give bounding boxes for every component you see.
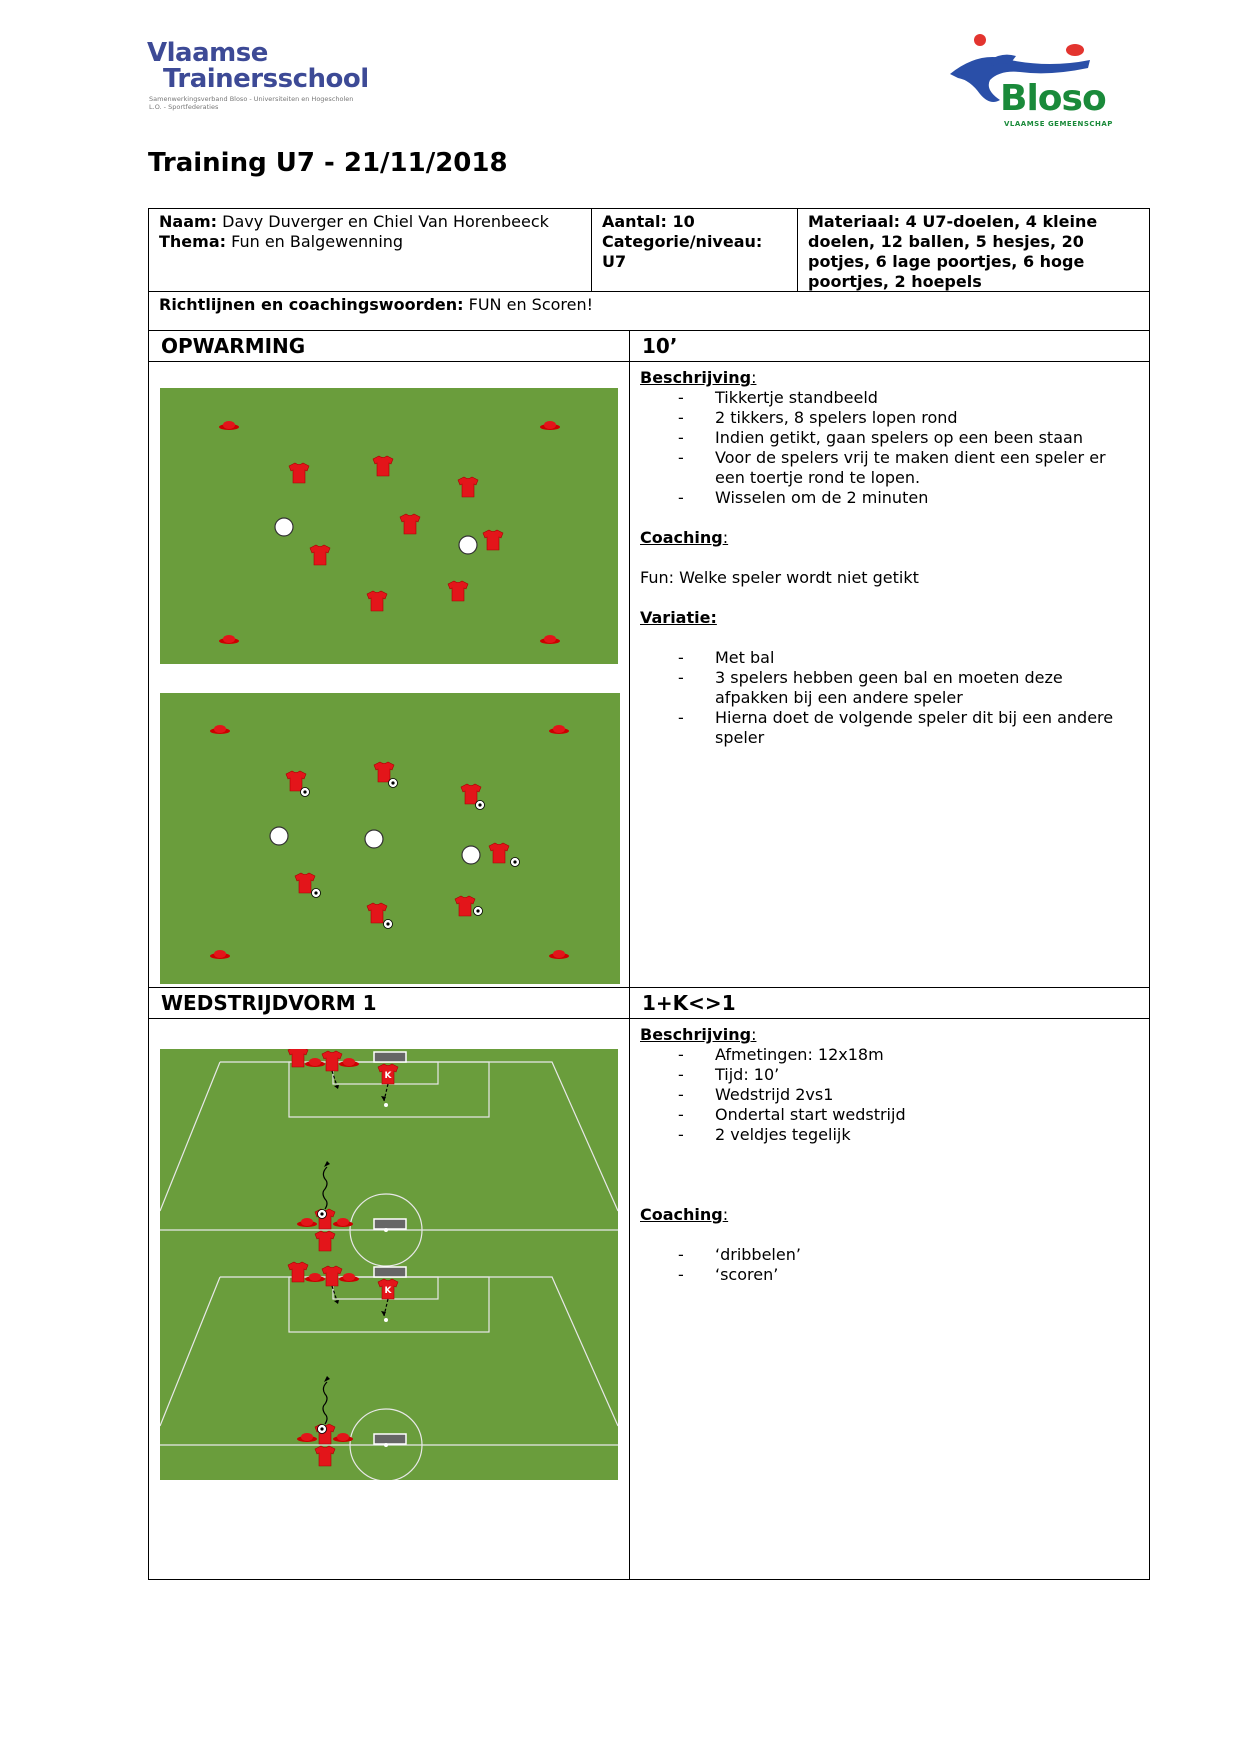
- aantal-cell: [591, 208, 798, 292]
- list-item: - 2 veldjes tegelijk: [640, 1125, 1139, 1145]
- hoop-icon: [459, 536, 477, 554]
- materiaal: Materiaal: 4 U7-doelen, 4 kleine doelen, 12 ballen, 5 hesjes, 20 potjes, 6 lage poortjes, 6 hoge poortjes, 2 hoepels: [808, 212, 1098, 291]
- cone-icon: [297, 1433, 317, 1442]
- list-item: - Afmetingen: 12x18m: [640, 1045, 1139, 1065]
- player-icon: [448, 581, 468, 601]
- list-item: - Hierna doet de volgende speler dit bij een andere speler: [640, 708, 1139, 748]
- opwarming-text-cell: Beschrijving: - Tikkertje standbeeld - 2 tikkers, 8 spelers lopen rond - Indien getikt, gaan spelers op een been staan - Voor de spelers vrij te maken dient een speler er een toertje rond te lopen. - Wisselen om de 2 minuten Coaching: Fun: Welke speler wordt niet getikt Variatie: - Met bal - 3 spelers hebben geen bal en moeten deze afpakken bij een andere speler - Hierna doet de volgende speler dit bij een andere speler: [629, 361, 1150, 988]
- player-icon: [373, 456, 393, 476]
- cone-icon: [333, 1433, 353, 1442]
- player-icon: [367, 591, 387, 611]
- ball-icon: [389, 779, 398, 788]
- hoop-icon: [462, 846, 480, 864]
- goal-icon: [374, 1434, 406, 1444]
- player-icon: [367, 903, 387, 923]
- player-icon: [315, 1231, 335, 1251]
- player-icon: [400, 514, 420, 534]
- opwarming-field-1: [160, 388, 618, 664]
- thema-label: Thema:: [159, 232, 227, 251]
- wv-coaching-list: [640, 1245, 1139, 1285]
- wedstrijd-field-drawing: [160, 1049, 618, 1480]
- cone-icon: [549, 950, 569, 959]
- hoop-icon: [275, 518, 293, 536]
- materiaal-cell: [797, 208, 1150, 292]
- opw-variatie-list: [640, 648, 1139, 748]
- list-item: - Tikkertje standbeeld: [640, 388, 1139, 408]
- wedstrijd-text-cell: Beschrijving: - Afmetingen: 12x18m - Tijd: 10’ - Wedstrijd 2vs1 - Ondertal start wedstrijd - 2 veldjes tegelijk Coaching: - ‘dribbelen’ - ‘scoren’: [629, 1018, 1150, 1580]
- wedstrijd-format-cell: [629, 987, 1150, 1019]
- keeper-letter: K: [384, 1286, 392, 1296]
- opw-coaching-label: Coaching: [640, 528, 723, 547]
- list-item: - Tijd: 10’: [640, 1065, 1139, 1085]
- cone-icon: [549, 725, 569, 734]
- ball-icon: [318, 1210, 327, 1219]
- cone-icon: [333, 1218, 353, 1227]
- player-icon: [288, 1049, 308, 1067]
- cone-icon: [210, 725, 230, 734]
- opw-beschrijving-list: [640, 388, 1139, 508]
- ball-icon: [384, 920, 393, 929]
- list-item: - Wisselen om de 2 minuten: [640, 488, 1139, 508]
- list-item: - Met bal: [640, 648, 1139, 668]
- hoop-icon: [270, 827, 288, 845]
- bloso-name: Bloso: [1000, 78, 1106, 119]
- cone-icon: [540, 421, 560, 430]
- cone-icon: [219, 635, 239, 644]
- cone-icon: [305, 1058, 325, 1067]
- logo-line1: Vlaamse: [147, 38, 268, 68]
- cone-icon: [305, 1273, 325, 1282]
- player-icon: [458, 477, 478, 497]
- ball-icon: [301, 788, 310, 797]
- cone-icon: [210, 950, 230, 959]
- player-icon: [483, 530, 503, 550]
- opw-variatie-label: Variatie:: [640, 608, 717, 627]
- ball-icon: [474, 907, 483, 916]
- goal-icon: [374, 1052, 406, 1062]
- list-item: - ‘scoren’: [640, 1265, 1139, 1285]
- list-item: - Wedstrijd 2vs1: [640, 1085, 1139, 1105]
- bloso-logo: [940, 30, 1125, 136]
- list-item: - 2 tikkers, 8 spelers lopen rond: [640, 408, 1139, 428]
- naam-label: Naam:: [159, 212, 218, 231]
- opwarming-duration: 10’: [642, 334, 678, 358]
- logo-subtitle: Samenwerkingsverband Bloso - Universiteiten en Hogescholen L.O. - Sportfederaties: [149, 95, 354, 111]
- opw-coaching-text: Fun: Welke speler wordt niet getikt: [640, 568, 919, 587]
- wedstrijd-diagram-cell: [148, 1018, 630, 1580]
- player-icon: [295, 873, 315, 893]
- richtlijnen-value: FUN en Scoren!: [463, 295, 594, 314]
- player-icon: [289, 463, 309, 483]
- wedstrijd-title: WEDSTRIJDVORM 1: [161, 991, 377, 1015]
- keeper-letter: K: [384, 1071, 392, 1081]
- ball-icon: [511, 858, 520, 867]
- cone-icon: [219, 421, 239, 430]
- training-table: [148, 208, 1150, 1580]
- aantal: Aantal: 10: [602, 212, 695, 231]
- list-item: - ‘dribbelen’: [640, 1245, 1139, 1265]
- ball-icon: [476, 801, 485, 810]
- vlaamse-trainersschool-logo: [147, 38, 369, 118]
- player-icon: [455, 896, 475, 916]
- naam-value: Davy Duverger en Chiel Van Horenbeeck: [217, 212, 549, 231]
- opwarming-title: OPWARMING: [161, 334, 306, 358]
- wv-beschrijving-list: [640, 1045, 1139, 1145]
- naam-cell: [148, 208, 592, 292]
- cone-icon: [339, 1273, 359, 1282]
- opwarming-diagram-cell: [148, 361, 630, 988]
- logo-line2: Trainersschool: [163, 64, 369, 94]
- ball-icon: [312, 889, 321, 898]
- list-item: - Indien getikt, gaan spelers op een been staan: [640, 428, 1139, 448]
- thema-value: Fun en Balgewenning: [226, 232, 404, 251]
- list-item: - Voor de spelers vrij te maken dient een speler er een toertje rond te lopen.: [640, 448, 1139, 488]
- wv-beschrijving-label: Beschrijving: [640, 1025, 752, 1044]
- list-item: - 3 spelers hebben geen bal en moeten deze afpakken bij een andere speler: [640, 668, 1139, 708]
- field-1-drawing: [160, 388, 618, 664]
- page-title: Training U7 - 21/11/2018: [148, 148, 508, 178]
- player-icon: [322, 1051, 342, 1071]
- field-2-drawing: [160, 693, 620, 984]
- player-icon: [315, 1446, 335, 1466]
- opwarming-title-cell: [148, 330, 630, 362]
- goal-icon: [374, 1219, 406, 1229]
- player-icon: [489, 843, 509, 863]
- cone-icon: [339, 1058, 359, 1067]
- categorie: Categorie/niveau: U7: [602, 232, 763, 271]
- wedstrijd-field: [160, 1049, 618, 1480]
- player-icon: [322, 1266, 342, 1286]
- opwarming-duration-cell: [629, 330, 1150, 362]
- player-icon: [310, 545, 330, 565]
- richtlijnen-cell: [148, 291, 1150, 331]
- cone-icon: [540, 635, 560, 644]
- hoop-icon: [365, 830, 383, 848]
- cone-icon: [297, 1218, 317, 1227]
- goal-icon: [374, 1267, 406, 1277]
- wv-coaching-label: Coaching: [640, 1205, 723, 1224]
- ball-icon: [318, 1425, 327, 1434]
- bloso-subtitle: VLAAMSE GEMEENSCHAP: [1004, 120, 1113, 128]
- opw-beschrijving-label: Beschrijving: [640, 368, 752, 387]
- wedstrijd-format: 1+K<>1: [642, 991, 736, 1015]
- richtlijnen-label: Richtlijnen en coachingswoorden:: [159, 295, 464, 314]
- opwarming-field-2: [160, 693, 620, 984]
- list-item: - Ondertal start wedstrijd: [640, 1105, 1139, 1125]
- wedstrijd-title-cell: [148, 987, 630, 1019]
